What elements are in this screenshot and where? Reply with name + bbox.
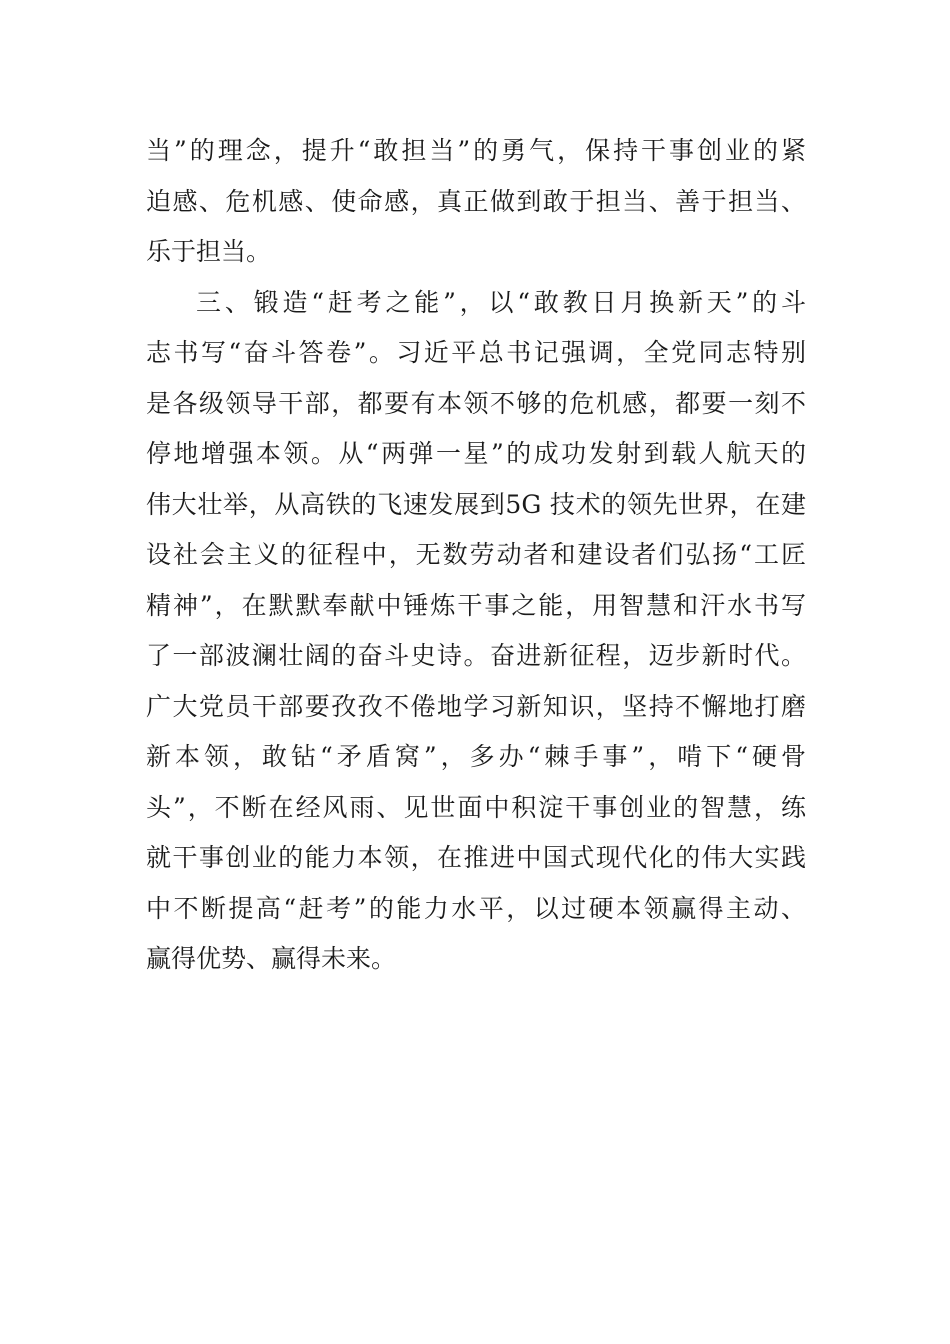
text-line: 中不断提高“赶考”的能力水平，以过硬本领赢得主动、 xyxy=(146,893,806,923)
text-line: 头”，不断在经风雨、见世面中积淀干事创业的智慧，练 xyxy=(146,792,806,822)
text-line: 停地增强本领。从“两弹一星”的成功发射到载人航天的 xyxy=(146,439,806,468)
text-line: 就干事创业的能力本领，在推进中国式现代化的伟大实践 xyxy=(146,843,806,872)
text-line: 了一部波澜壮阔的奋斗史诗。奋进新征程，迈步新时代。 xyxy=(146,641,806,670)
text-line: 新本领，敢钻“矛盾窝”，多办“棘手事”，啃下“硬骨 xyxy=(146,742,806,771)
section-heading-line: 三、锻造“赶考之能”，以“敢教日月换新天”的斗 xyxy=(196,287,806,317)
body-text xyxy=(146,126,806,985)
text-line: 广大党员干部要孜孜不倦地学习新知识，坚持不懈地打磨 xyxy=(146,691,806,721)
text-line: 当”的理念，提升“敢担当”的勇气，保持干事创业的紧 xyxy=(146,136,806,165)
text-line: 伟大壮举，从高铁的飞速发展到5G 技术的领先世界，在建 xyxy=(146,489,806,519)
text-line: 赢得优势、赢得未来。 xyxy=(146,944,397,973)
text-line: 设社会主义的征程中，无数劳动者和建设者们弘扬“工匠 xyxy=(146,540,806,569)
text-line: 乐于担当。 xyxy=(146,237,272,266)
text-line: 精神”，在默默奉献中锤炼干事之能，用智慧和汗水书写 xyxy=(146,590,806,620)
text-line: 迫感、危机感、使命感，真正做到敢于担当、善于担当、 xyxy=(146,186,806,216)
text-line: 是各级领导干部，都要有本领不够的危机感，都要一刻不 xyxy=(146,388,806,418)
text-line: 志书写“奋斗答卷”。习近平总书记强调，全党同志特别 xyxy=(146,338,806,367)
